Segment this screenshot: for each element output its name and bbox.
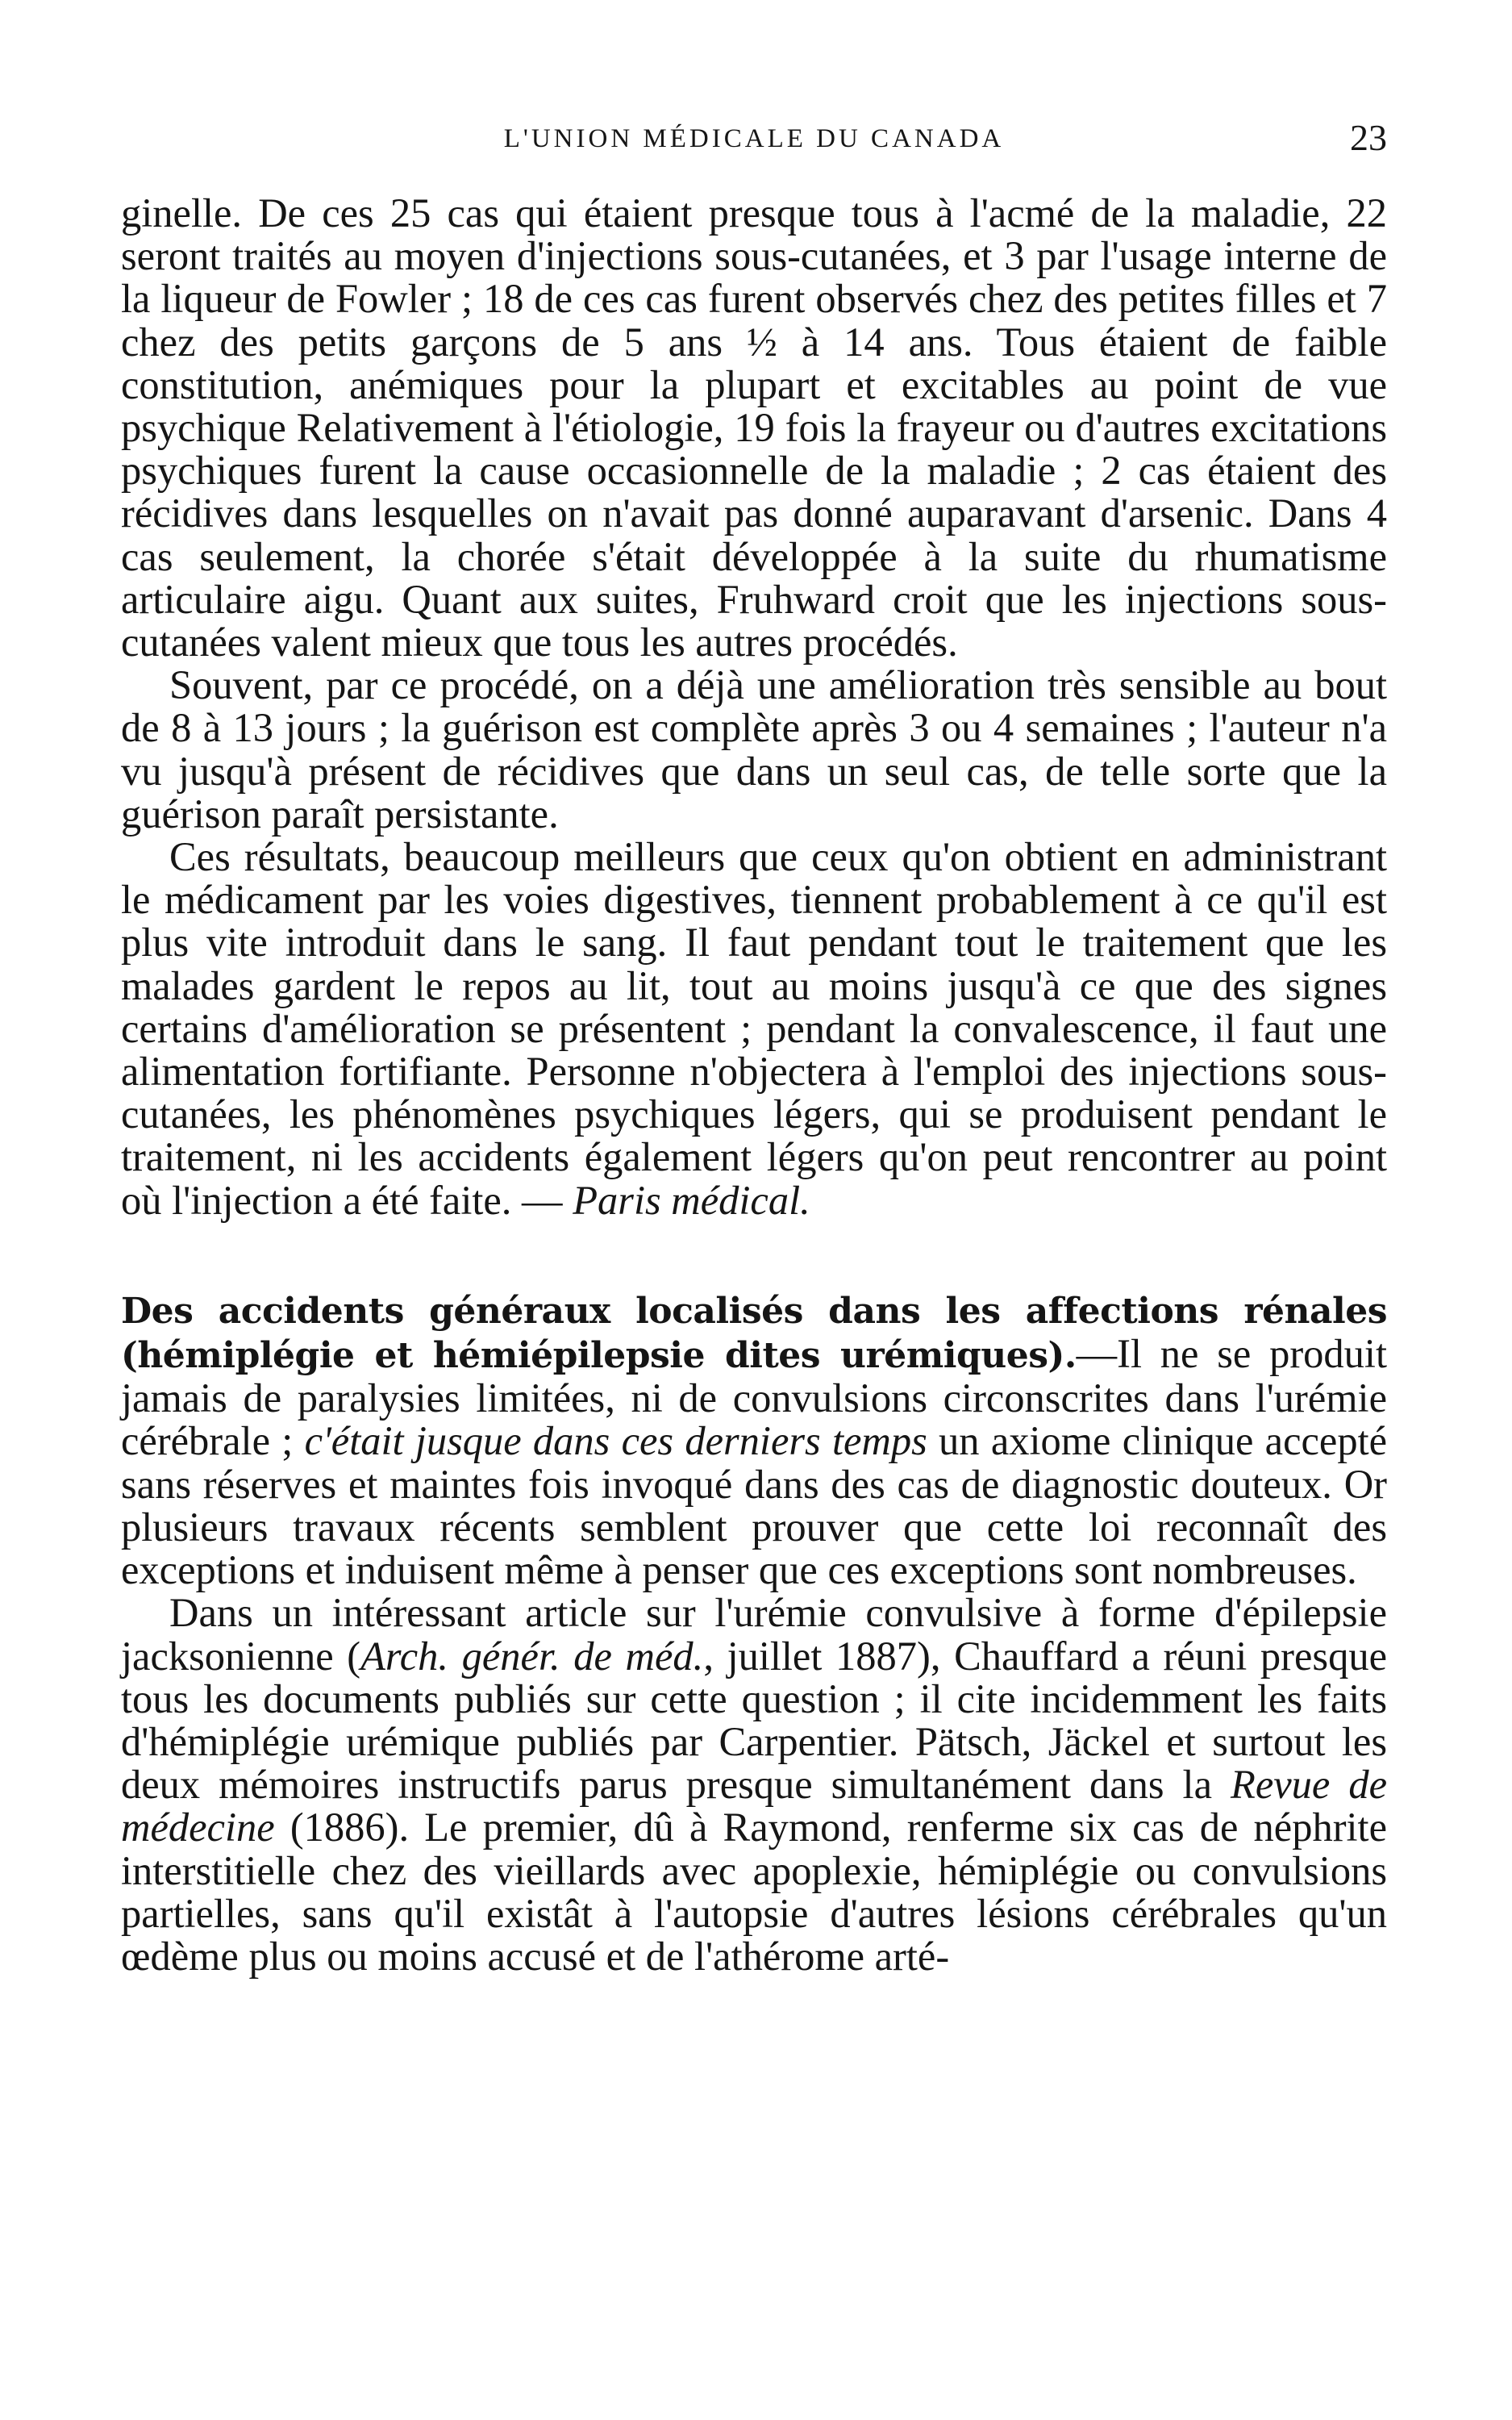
paragraph-5-c: (1886). Le premier, dû à Raymond, renferme six cas de néphrite interstitielle chez des vieillards avec apoplexie, hémiplégie ou convulsions partielles, sans qu'il existât à l'autopsie d'autres lésions cérébrales qu'un œdème plus ou moins accusé et de l'athérome arté- [121,1805,1387,1979]
paragraph-5-a: Dans un intéressant article sur l'urémie convulsive à forme d'épilepsie jacksonienne ( [121,1590,1387,1679]
journal-title: L'UNION MÉDICALE DU CANADA [503,124,1005,153]
paragraph-1: ginelle. De ces 25 cas qui étaient presque tous à l'acmé de la maladie, 22 seront traités au moyen d'injections sous-cutanées, et 3 par l'usage interne de la liqueur de Fowler ; 18 de ces cas furent observés chez des petites filles et 7 chez des petits garçons de 5 ans ½ à 14 ans. Tous étaient de faible constitution, anémiques pour la plupart et excitables au point de vue psychique Relativement à l'étiologie, 19 fois la frayeur ou d'autres excitations psychiques furent la cause occasionnelle de la maladie ; 2 cas étaient des récidives dans lesquelles on n'avait pas donné auparavant d'arsenic. Dans 4 cas seulement, la chorée s'était développée à la suite du rhumatisme articulaire aigu. Quant aux suites, Fruhward croit que les injections sous-cutanées valent mieux que tous les autres procédés. [121,190,1387,666]
paragraph-3 [121,836,1387,1222]
paragraph-2: Souvent, par ce procédé, on a déjà une amélioration très sensible au bout de 8 à 13 jours ; la guérison est complète après 3 ou 4 semaines ; l'auteur n'a vu jusqu'à présent de récidives que dans un seul cas, de telle sorte que la guérison paraît persistante. [121,662,1387,837]
running-header [121,117,1387,177]
document-page [121,117,1388,2364]
journal-reference-2: Revue de médecine [121,1762,1387,1850]
paragraph-4-italic: c'était jusque dans ces derniers temps [304,1418,927,1464]
journal-reference-1: Arch. génér. de méd. [360,1633,704,1679]
paragraph-4 [121,1288,1387,1592]
body-text [121,192,1387,1978]
paragraph-3-main: Ces résultats, beaucoup meilleurs que ceux qu'on obtient en administrant le médicament par les voies digestives, tiennent probablement à ce qu'il est plus vite introduit dans le sang. Il faut pendant tout le traitement que les malades gardent le repos au lit, tout au moins jusqu'à ce que des signes certains d'amélioration se présentent ; pendant la convalescence, il faut une alimentation fortifiante. Personne n'objectera à l'emploi des injections sous-cutanées, les phénomènes psychiques légers, qui se produisent pendant le traitement, ni les accidents également légers qu'on peut rencontrer au point où l'injection a été faite. — [121,834,1387,1223]
source-citation: Paris médical. [573,1177,810,1223]
section-divider [121,1222,1387,1288]
paragraph-5 [121,1592,1387,1978]
paragraph-4-rest: un axiome clinique accepté sans réserves et maintes fois invoqué dans des cas de diagnostic douteux. Or plusieurs travaux récents semblent prouver que cette loi reconnaît des exceptions et induisent même à penser que ces exceptions sont nombreuses. [121,1418,1388,1593]
page-number: 23 [1350,117,1387,158]
paragraph-5-b: , juillet 1887), Chauffard a réuni presque tous les documents publiés sur cette question ; il cite incidemment les faits d'hémiplégie urémique publiés par Carpentier. Pätsch, Jäckel et surtout les deux mémoires instructifs parus presque simultanément dans la [121,1633,1387,1808]
article-title: Des accidents généraux localisés dans les affections rénales (hémiplégie et hémiépilepsie dites urémiques). [121,1290,1387,1377]
paragraph-4-intro: —Il ne se produit jamais de paralysies limitées, ni de convulsions circonscrites dans l'urémie cérébrale ; [121,1331,1387,1464]
